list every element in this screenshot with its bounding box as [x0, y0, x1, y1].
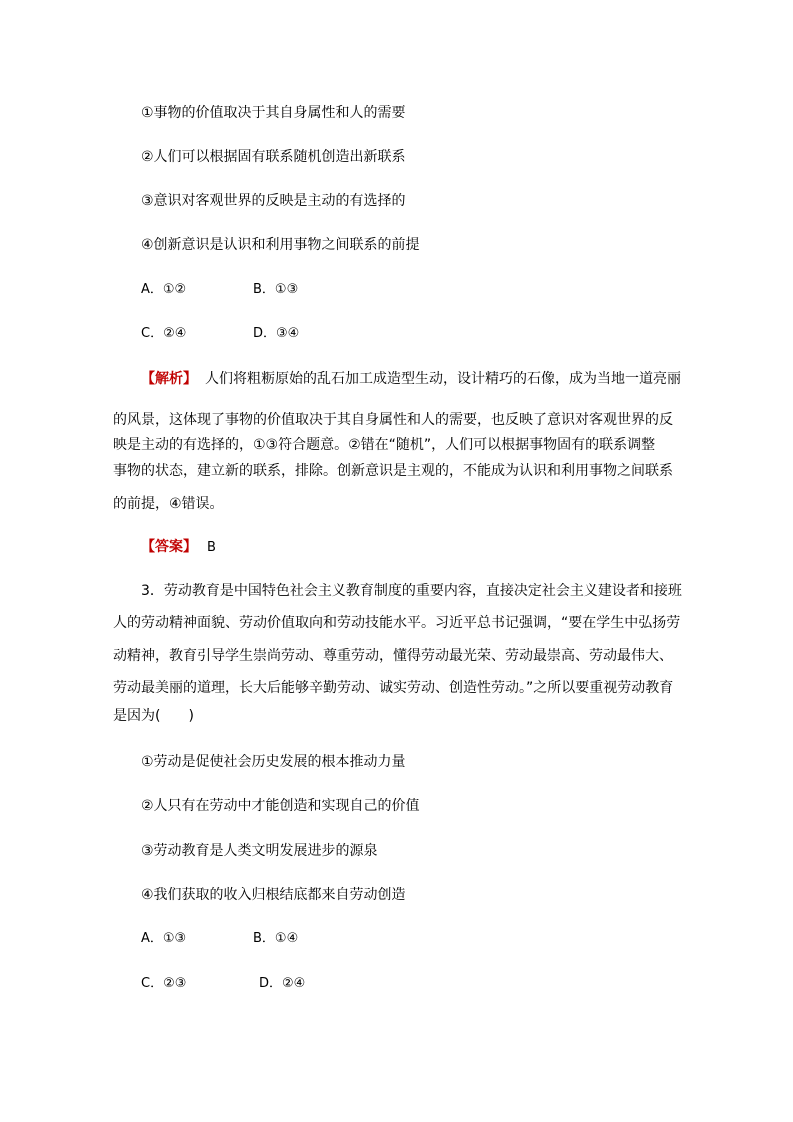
q3-stem-line-4: 劳动最美丽的道理，长大后能够辛勤劳动、诚实劳动、创造性劳动。”之所以要重视劳动教育	[113, 680, 674, 696]
q3-statement-3: ③劳动教育是人类文明发展进步的源泉	[141, 843, 378, 859]
analysis-line-5: 的前提，④错误。	[113, 496, 224, 512]
q2-option-d: D．③④	[253, 326, 300, 341]
q2-option-b: B．①③	[253, 282, 299, 297]
q2-statement-1: ①事物的价值取决于其自身属性和人的需要	[141, 105, 406, 121]
answer-value: B	[207, 540, 216, 555]
analysis-first-line	[141, 369, 681, 389]
q2-option-c: C．②④	[141, 326, 187, 341]
analysis-line-2: 的风景，这体现了事物的价值取决于其自身属性和人的需要，也反映了意识对客观世界的反	[113, 412, 673, 428]
q3-option-a: A．①③	[141, 931, 187, 946]
q3-stem-line-2: 人的劳动精神面貌、劳动价值取向和劳动技能水平。习近平总书记强调，“要在学生中弘扬劳	[113, 615, 681, 631]
q2-option-a: A．①②	[141, 282, 187, 297]
q3-option-d: D．②④	[259, 976, 306, 991]
q3-statement-4: ④我们获取的收入归根结底都来自劳动创造	[141, 887, 406, 903]
analysis-line-4: 事物的状态，建立新的联系，排除。创新意识是主观的，不能成为认识和利用事物之间联系	[113, 463, 673, 479]
q3-stem-line-1: 3．劳动教育是中国特色社会主义教育制度的重要内容，直接决定社会主义建设者和接班	[141, 583, 682, 599]
q3-option-c: C．②③	[141, 976, 187, 991]
q3-option-b: B．①④	[253, 931, 299, 946]
q3-statement-1: ①劳动是促使社会历史发展的根本推动力量	[141, 754, 406, 770]
analysis-line-1: 人们将粗粝原始的乱石加工成造型生动，设计精巧的石像，成为当地一道亮丽	[205, 371, 681, 387]
q2-statement-4: ④创新意识是认识和利用事物之间联系的前提	[141, 237, 420, 253]
q2-statement-3: ③意识对客观世界的反映是主动的有选择的	[141, 193, 406, 209]
answer-line	[141, 537, 216, 558]
analysis-tag: 【解析】	[141, 371, 197, 387]
q3-stem-line-5: 是因为( )	[113, 708, 194, 724]
q2-statement-2: ②人们可以根据固有联系随机创造出新联系	[141, 149, 406, 165]
analysis-line-3: 映是主动的有选择的，①③符合题意。②错在“随机”，人们可以根据事物固有的联系调整	[113, 437, 656, 453]
q3-statement-2: ②人只有在劳动中才能创造和实现自己的价值	[141, 798, 420, 814]
answer-tag: 【答案】	[141, 539, 197, 555]
q3-stem-line-3: 动精神，教育引导学生崇尚劳动、尊重劳动，懂得劳动最光荣、劳动最崇高、劳动最伟大、	[113, 648, 673, 664]
